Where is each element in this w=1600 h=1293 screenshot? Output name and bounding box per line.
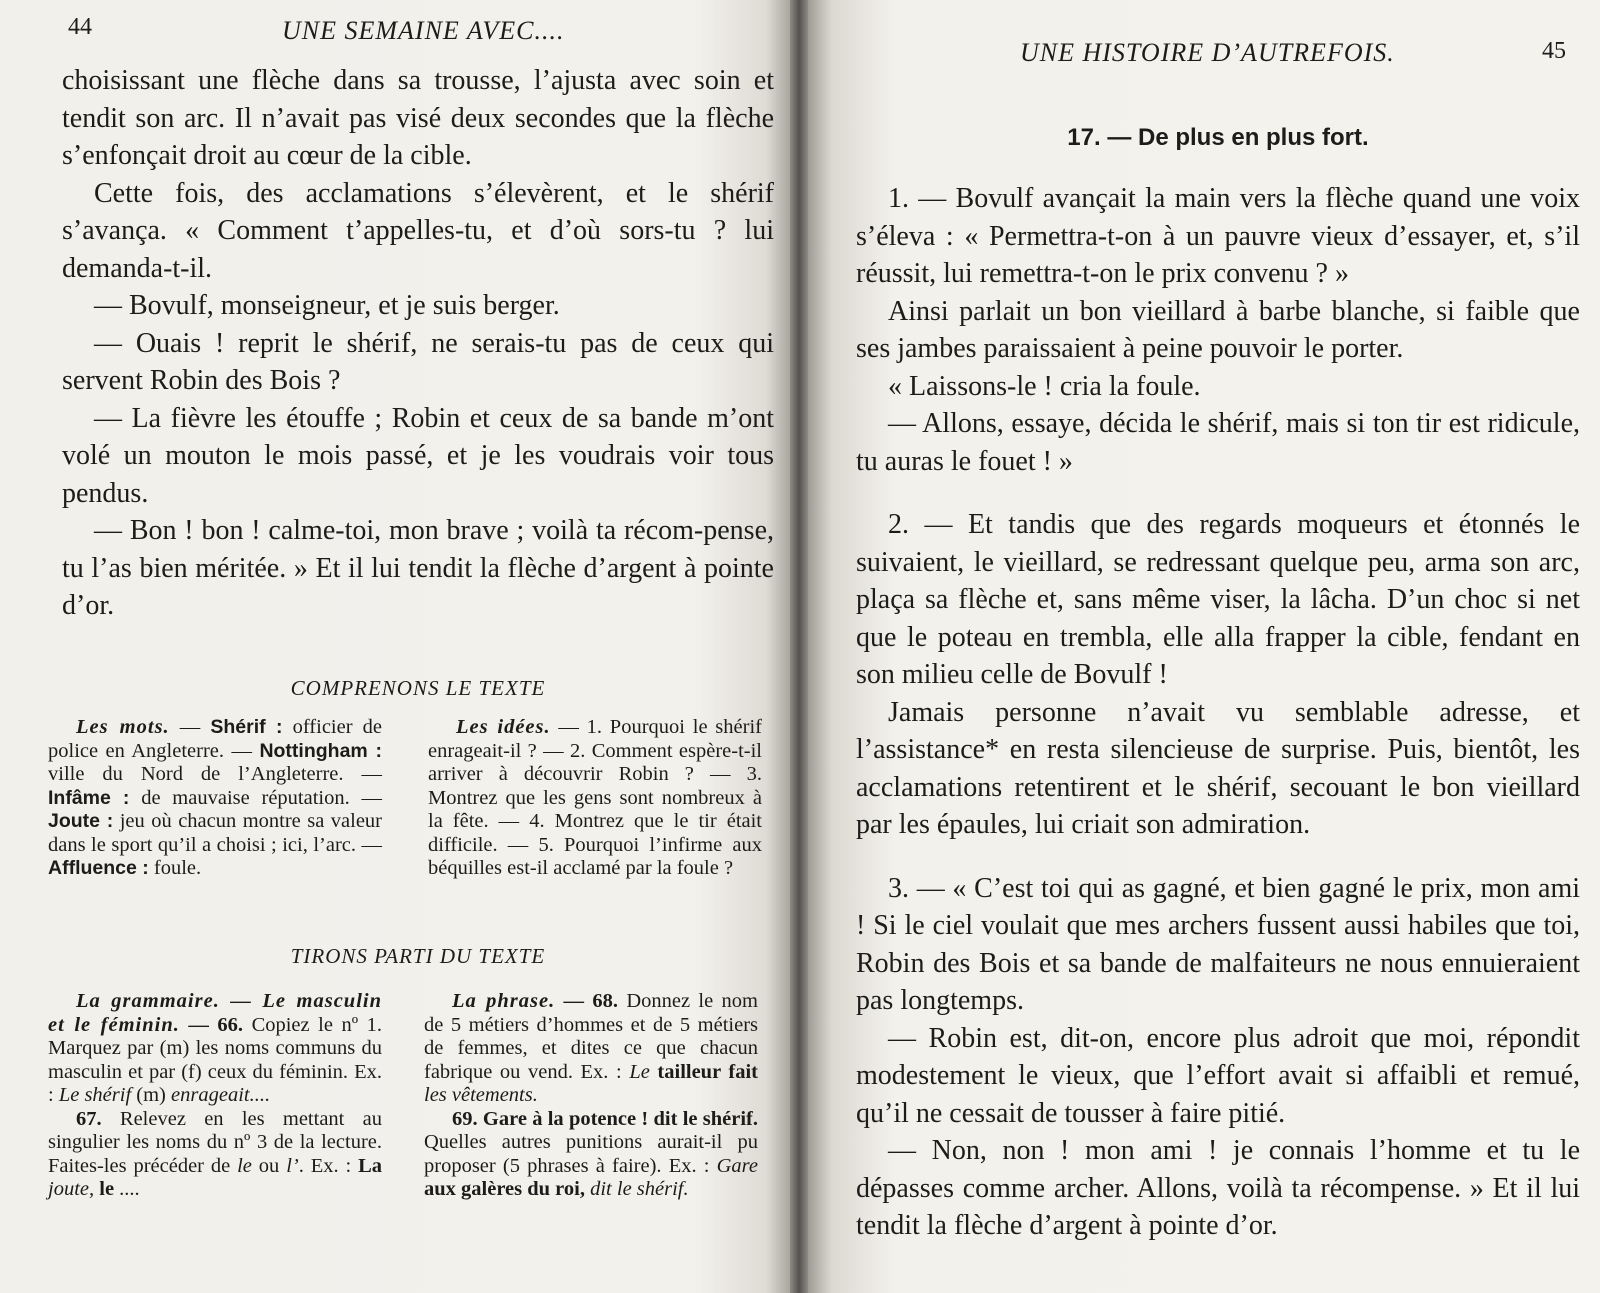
paragraph: Ainsi parlait un bon vieillard à barbe blanche, si faible que ses jambes paraissaient à peine pouvoir le porter.: [856, 295, 1580, 364]
definition: officier de police en Angleterre. —: [48, 716, 382, 762]
exercise-69: [424, 1108, 758, 1202]
definition: foule.: [148, 857, 202, 879]
right-page: [808, 0, 1600, 1293]
grammaire-column: [48, 990, 382, 1202]
section-gap: [856, 844, 1580, 870]
paragraph: « Laissons-le ! cria la foule.: [888, 370, 1201, 402]
exercise-number: — 66.: [179, 1013, 244, 1036]
example: Le shérif: [53, 1084, 132, 1106]
exercise-66: [48, 990, 382, 1108]
left-page: [0, 0, 790, 1293]
paragraph: 1. — Bovulf avançait la main vers la flèche quand une voix s’éleva : « Permettra-t-on à un pauvre vieux d’essayer, et, s’il réussit, lui remettra-t-on le prix convenu ? »: [856, 183, 1580, 289]
section-gap: [856, 480, 1580, 506]
comprenons-heading: COMPRENONS LE TEXTE: [290, 676, 546, 700]
exercise-text: . Ex. :: [298, 1154, 352, 1177]
example: l’: [279, 1154, 299, 1177]
example: Gare: [709, 1154, 759, 1177]
paragraph: — La fièvre les étouffe ; Robin et ceux de sa bande m’ont volé un mouton le mois passé, et je les voudrais voir tous pendus.: [62, 402, 774, 509]
definition: de mauvaise réputation. —: [129, 786, 382, 809]
right-body-text: [856, 180, 1580, 1245]
example: tailleur fait: [649, 1060, 758, 1083]
paragraph: — Ouais ! reprit le shérif, ne serais-tu pas de ceux qui servent Robin des Bois ?: [62, 327, 774, 396]
exercise-text: Quelles autres punitions aurait-il pu proposer (5 phrases à faire). Ex. :: [424, 1131, 758, 1177]
example: ....: [114, 1178, 140, 1200]
les-idees-label: Les idées.: [456, 716, 551, 738]
les-mots-column: [48, 716, 382, 881]
paragraph: Cette fois, des acclamations s’élevèrent, et le shérif s’avança. « Comment t’appelles-tu, et d’où sors-tu ? lui demanda-t-il.: [62, 177, 774, 284]
example: La: [351, 1154, 383, 1177]
exercise-number: 67.: [76, 1107, 102, 1130]
les-mots-text: Les mots. — Shérif : officier de police en Angleterre. — Nottingham : ville du Nord de l’Angleterre. — Infâme : de mauvaise réputation. — Joute : jeu où chacun montre sa valeur dans le sport qu’il a choisi ; ici, l’arc. — Affluence : foule.: [48, 716, 383, 879]
exercise-67: [48, 1108, 382, 1202]
paragraph: — Allons, essaye, décida le shérif, mais si ton tir est ridicule, tu auras le fouet ! »: [856, 408, 1580, 477]
example: joute,: [48, 1178, 95, 1200]
grammaire-label: La grammaire. — Le masculin et le féminin.: [48, 990, 382, 1036]
exercise-68: [424, 990, 758, 1108]
exercise-text: Donnez le nom de 5 métiers d’hommes et de 5 métiers de femmes, et dites ce que chacun fabrique ou vend. Ex. :: [424, 990, 758, 1083]
les-idees-text: [428, 716, 762, 881]
exercise-text: Copiez le nº 1. Marquez par (m) les noms communs du masculin et par (f) ceux du féminin. Ex. :: [48, 1013, 382, 1106]
example: (m): [131, 1084, 166, 1106]
les-idees-column: [428, 716, 762, 881]
chapter-title: 17. — De plus en plus fort.: [1067, 124, 1369, 151]
term-affluence: Affluence :: [48, 857, 149, 879]
term-joute: Joute :: [48, 810, 114, 832]
paragraph: — Bovulf, monseigneur, et je suis berger.: [94, 290, 560, 321]
example: Le: [621, 1060, 650, 1083]
right-running-head: UNE HISTOIRE D’AUTREFOIS.: [1020, 38, 1395, 67]
paragraph: — Non, non ! mon ami ! je connais l’homme et tu le dépasses comme archer. Allons, voilà ta récompense. » Et il lui tendit la flèche d’argent à pointe d’or.: [856, 1135, 1580, 1241]
paragraph: choisissant une flèche dans sa trousse, l’ajusta avec soin et tendit son arc. Il n’avait pas visé deux secondes que la flèche s’enfonçait droit au cœur de la cible.: [62, 65, 774, 171]
example: dit le shérif.: [584, 1178, 689, 1200]
left-page-number: 44: [68, 14, 92, 40]
les-mots-label: Les mots.: [76, 716, 170, 738]
paragraph: 2. — Et tandis que des regards moqueurs et étonnés le suivaient, le vieillard, se redressant quelque peu, arma son arc, plaça sa flèche et, sans même viser, la lâcha. D’un choc si net que le poteau en trembla, elle alla frapper la cible, fendant en son milieu celle de Bovulf !: [856, 509, 1580, 690]
tirons-heading: TIRONS PARTI DU TEXTE: [290, 944, 546, 968]
definition: ville du Nord de l’Angleterre. —: [48, 763, 382, 785]
example: le: [94, 1178, 115, 1200]
example: enrageait....: [165, 1084, 271, 1106]
les-idees-questions: — 1. Pourquoi le shérif enrageait-il ? — 2. Comment espère-t-il arriver à découvrir Robin ? — 3. Montrez que les gens sont nombreux à la fête. — 4. Montrez que le tir était difficile. — 5. Pourquoi l’infirme aux béquilles est-il acclamé par la foule ?: [428, 716, 762, 879]
term-nottingham: Nottingham :: [259, 739, 383, 762]
exercise-text: ou: [251, 1154, 280, 1177]
term-sherif: Shérif :: [210, 716, 283, 738]
paragraph: — Robin est, dit-on, encore plus adroit que moi, répondit modestement le vieux, que l’effort avait si affaibli et remué, qu’il ne cessait de tousser à faire pitié.: [856, 1022, 1580, 1129]
phrase-label: La phrase.: [452, 990, 556, 1012]
term-infame: Infâme :: [48, 786, 130, 809]
book-gutter: [790, 0, 808, 1293]
definition: jeu où chacun montre sa valeur dans le sport qu’il a choisi ; ici, l’arc. —: [48, 810, 382, 856]
paragraph: Jamais personne n’avait vu semblable adresse, et l’assistance* en resta silencieuse de surprise. Puis, bientôt, les acclamations retentirent et le shérif, secouant le bon vieillard par les épaules, lui criait son admiration.: [856, 696, 1580, 840]
example: le: [230, 1154, 252, 1177]
exercise-text: Relevez en les mettant au singulier les noms du nº 3 de la lecture. Faites-les précéder de: [48, 1107, 382, 1177]
left-running-head: UNE SEMAINE AVEC....: [282, 16, 565, 45]
paragraph: — Bon ! bon ! calme-toi, mon brave ; voilà ta récom-pense, tu l’as bien méritée. » Et il lui tendit la flèche d’argent à pointe d’or.: [62, 515, 774, 621]
example: les vêtements.: [424, 1084, 538, 1106]
exercise-number: 69. Gare à la potence ! dit le shérif.: [452, 1107, 758, 1130]
example: aux galères du roi,: [424, 1178, 585, 1200]
phrase-column: [424, 990, 758, 1202]
left-body-text: [62, 62, 774, 625]
paragraph: 3. — « C’est toi qui as gagné, et bien gagné le prix, mon ami ! Si le ciel voulait que mes archers fussent aussi habiles que toi, Robin des Bois et sa bande de malfaiteurs ne nous ennuieraient pas longtemps.: [856, 872, 1580, 1016]
exercise-number: — 68.: [555, 990, 618, 1012]
right-page-number: 45: [1542, 38, 1566, 64]
